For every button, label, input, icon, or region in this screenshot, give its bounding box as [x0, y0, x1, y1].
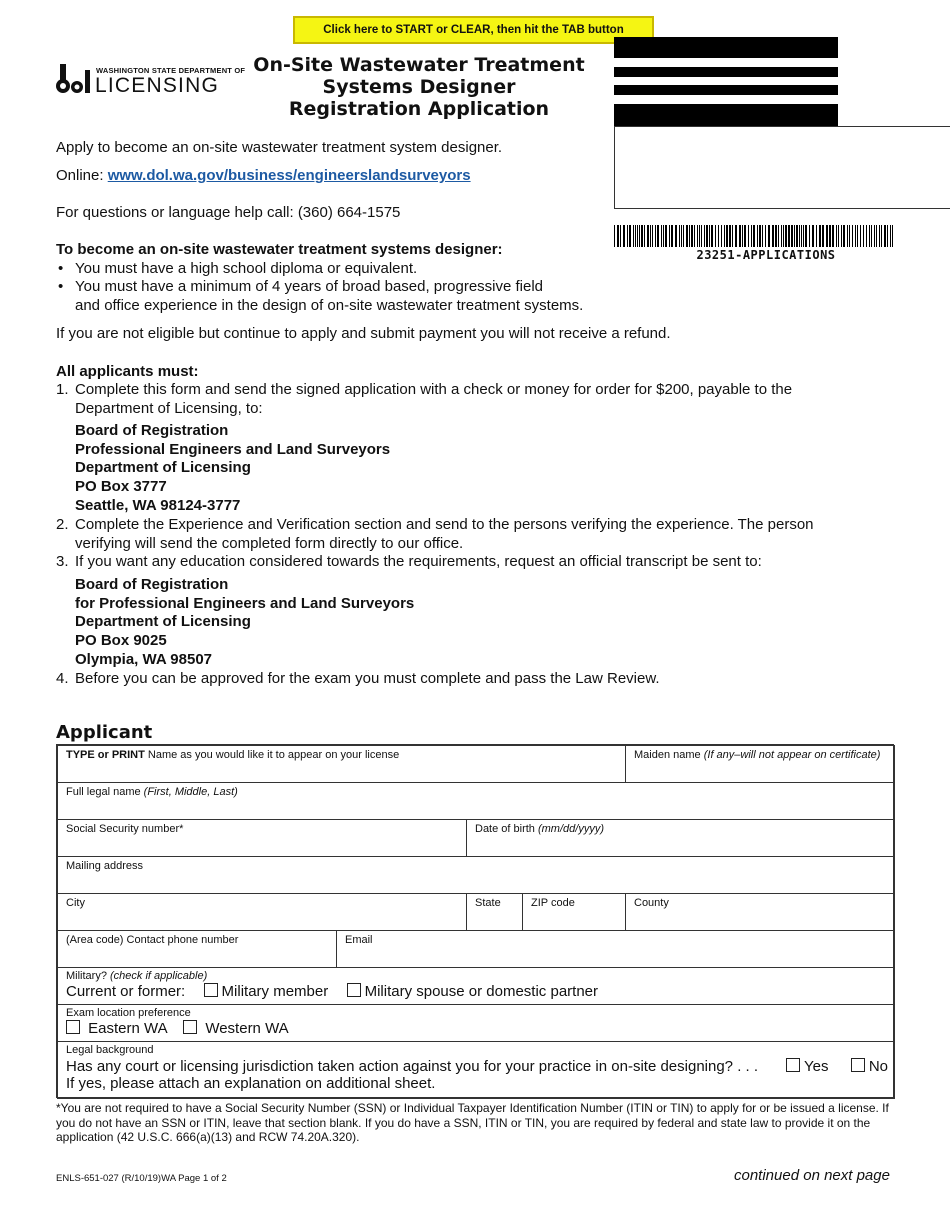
intro-text: Apply to become an on-site wastewater treatment system designer. [56, 139, 503, 156]
office-use-bar [614, 104, 838, 126]
field-label: Email [345, 934, 373, 946]
requirement-item: You must have a minimum of 4 years of broad based, progressive field [75, 278, 544, 295]
office-use-bar [614, 85, 838, 95]
step-4-text: Before you can be approved for the exam you must complete and pass the Law Review. [75, 670, 660, 687]
eastern-wa-checkbox[interactable] [66, 1020, 80, 1034]
full-legal-name-field[interactable] [57, 782, 895, 820]
refund-note: If you are not eligible but continue to apply and submit payment you will not receive a refund. [56, 325, 671, 342]
address-line: for Professional Engineers and Land Surveyors [75, 594, 415, 612]
step-number: 4. [56, 670, 69, 687]
legal-no-label: No [868, 1058, 889, 1075]
step-1-text: Department of Licensing, to: [75, 400, 263, 417]
logo-licensing-text: LICENSING [95, 74, 219, 97]
online-line [56, 166, 471, 185]
online-label: Online: [56, 167, 104, 184]
county-field[interactable] [625, 893, 895, 931]
applicants-heading: All applicants must: [56, 363, 199, 380]
maiden-name-field[interactable] [625, 745, 895, 783]
legal-question: Has any court or licensing jurisdiction taken action against you for your practice in on-site designing? . . . [66, 1058, 759, 1075]
zip-code-field[interactable] [522, 893, 626, 931]
field-label: City [66, 897, 85, 909]
bullet: • [58, 260, 64, 277]
title-line-1: On-Site Wastewater Treatment [253, 54, 585, 76]
field-label: Social Security number* [66, 823, 184, 835]
state-field[interactable] [466, 893, 523, 931]
military-spouse-checkbox[interactable] [347, 983, 361, 997]
date-of-birth-field[interactable] [466, 819, 895, 857]
address-line: Board of Registration [75, 576, 229, 593]
address-line: Department of Licensing [75, 459, 251, 477]
military-member-label: Military member [221, 983, 329, 1000]
city-field[interactable] [57, 893, 467, 931]
military-prefix: Current or former: [66, 983, 186, 1000]
barcode-label: 23251-APPLICATIONS [696, 248, 836, 262]
eastern-wa-label: Eastern WA [88, 1020, 167, 1037]
office-use-box [614, 126, 950, 209]
step-number: 3. [56, 553, 69, 570]
applicant-heading: Applicant [56, 722, 153, 743]
field-note: (check if applicable) [110, 970, 208, 982]
step-2-text: verifying will send the completed form directly to our office. [75, 535, 464, 552]
step-number: 1. [56, 381, 69, 398]
requirement-item: You must have a high school diploma or equivalent. [75, 260, 418, 277]
phone-line: For questions or language help call: (360) 664-1575 [56, 204, 401, 221]
address-line: Department of Licensing [75, 613, 251, 631]
barcode-icon [614, 225, 896, 247]
address-line: Board of Registration [75, 422, 229, 439]
title-line-3: Registration Application [288, 98, 550, 120]
requirement-item: and office experience in the design of on-site wastewater treatment systems. [75, 297, 584, 314]
address-line: Professional Engineers and Land Surveyors [75, 440, 391, 458]
step-1-text: Complete this form and send the signed application with a check or money for order for $200, payable to the [75, 381, 793, 398]
field-label: Name as you would like it to appear on your license [144, 749, 400, 761]
step-2-text: Complete the Experience and Verification section and send to the persons verifying the experience. The person [75, 516, 814, 533]
office-use-bar [614, 37, 838, 58]
legal-followup: If yes, please attach an explanation on additional sheet. [66, 1075, 436, 1092]
email-field[interactable] [336, 930, 895, 968]
applicant-form [56, 744, 894, 1098]
field-note: (First, Middle, Last) [143, 786, 238, 798]
field-label: Exam location preference [66, 1007, 191, 1019]
field-label: Maiden name [634, 749, 704, 761]
address-line: Seattle, WA 98124-3777 [75, 496, 241, 514]
step-3-text: If you want any education considered towards the requirements, request an official transcript be sent to: [75, 553, 762, 570]
field-label: Legal background [66, 1044, 154, 1056]
western-wa-checkbox[interactable] [183, 1020, 197, 1034]
field-label: Full legal name [66, 786, 144, 798]
address-line: PO Box 3777 [75, 478, 167, 496]
dol-logo-mark-icon [56, 60, 96, 96]
field-label: ZIP code [531, 897, 575, 909]
continued-note: continued on next page [734, 1167, 890, 1184]
office-use-bar [614, 67, 838, 77]
field-note: (If any–will not appear on certificate) [703, 749, 881, 761]
legal-no-checkbox[interactable] [851, 1058, 865, 1072]
exam-location-section [57, 1004, 895, 1042]
western-wa-label: Western WA [205, 1020, 289, 1037]
field-label: County [634, 897, 669, 909]
form-number: ENLS-651-027 (R/10/19)WA Page 1 of 2 [56, 1173, 227, 1184]
title-line-2: Systems Designer [322, 76, 516, 98]
legal-yes-label: Yes [804, 1058, 829, 1075]
page-title [240, 54, 598, 120]
field-label-bold: TYPE or PRINT [66, 749, 145, 761]
mailing-address-field[interactable] [57, 856, 895, 894]
ssn-footnote: *You are not required to have a Social Security Number (SSN) or Individual Taxpayer Identification Number (ITIN or TIN) to apply for or be issued a license. If you do not have an SSN or ITIN, leave that section blank. If you do have a SSN, ITIN or TIN, you are required by federal and state law to provide it on the application (42 U.S.C. 666(a)(13) and RCW 74.20A.320). [56, 1101, 889, 1144]
address-line: Olympia, WA 98507 [75, 650, 213, 668]
military-member-checkbox[interactable] [204, 983, 218, 997]
step-number: 2. [56, 516, 69, 533]
bullet: • [58, 278, 64, 295]
field-label: (Area code) Contact phone number [66, 934, 239, 946]
requirements-heading: To become an on-site wastewater treatment systems designer: [56, 241, 503, 258]
field-note: (mm/dd/yyyy) [537, 823, 604, 835]
license-name-field[interactable] [57, 745, 626, 783]
address-seattle [75, 422, 390, 516]
address-line: PO Box 9025 [75, 632, 167, 650]
phone-field[interactable] [57, 930, 337, 968]
address-olympia [75, 576, 414, 670]
military-spouse-label: Military spouse or domestic partner [364, 983, 599, 1000]
field-label: Mailing address [66, 860, 144, 872]
field-label: Military? [66, 970, 111, 982]
logo-department-text: WASHINGTON STATE DEPARTMENT OF [96, 66, 246, 75]
military-section [57, 967, 895, 1005]
legal-yes-checkbox[interactable] [786, 1058, 800, 1072]
field-label: State [475, 897, 501, 909]
ssn-field[interactable] [57, 819, 467, 857]
start-clear-button[interactable]: Click here to START or CLEAR, then hit the TAB button [293, 16, 654, 44]
legal-background-section [57, 1041, 895, 1099]
online-url-link[interactable]: www.dol.wa.gov/business/engineerslandsurveyors [107, 167, 471, 184]
field-label: Date of birth [475, 823, 538, 835]
